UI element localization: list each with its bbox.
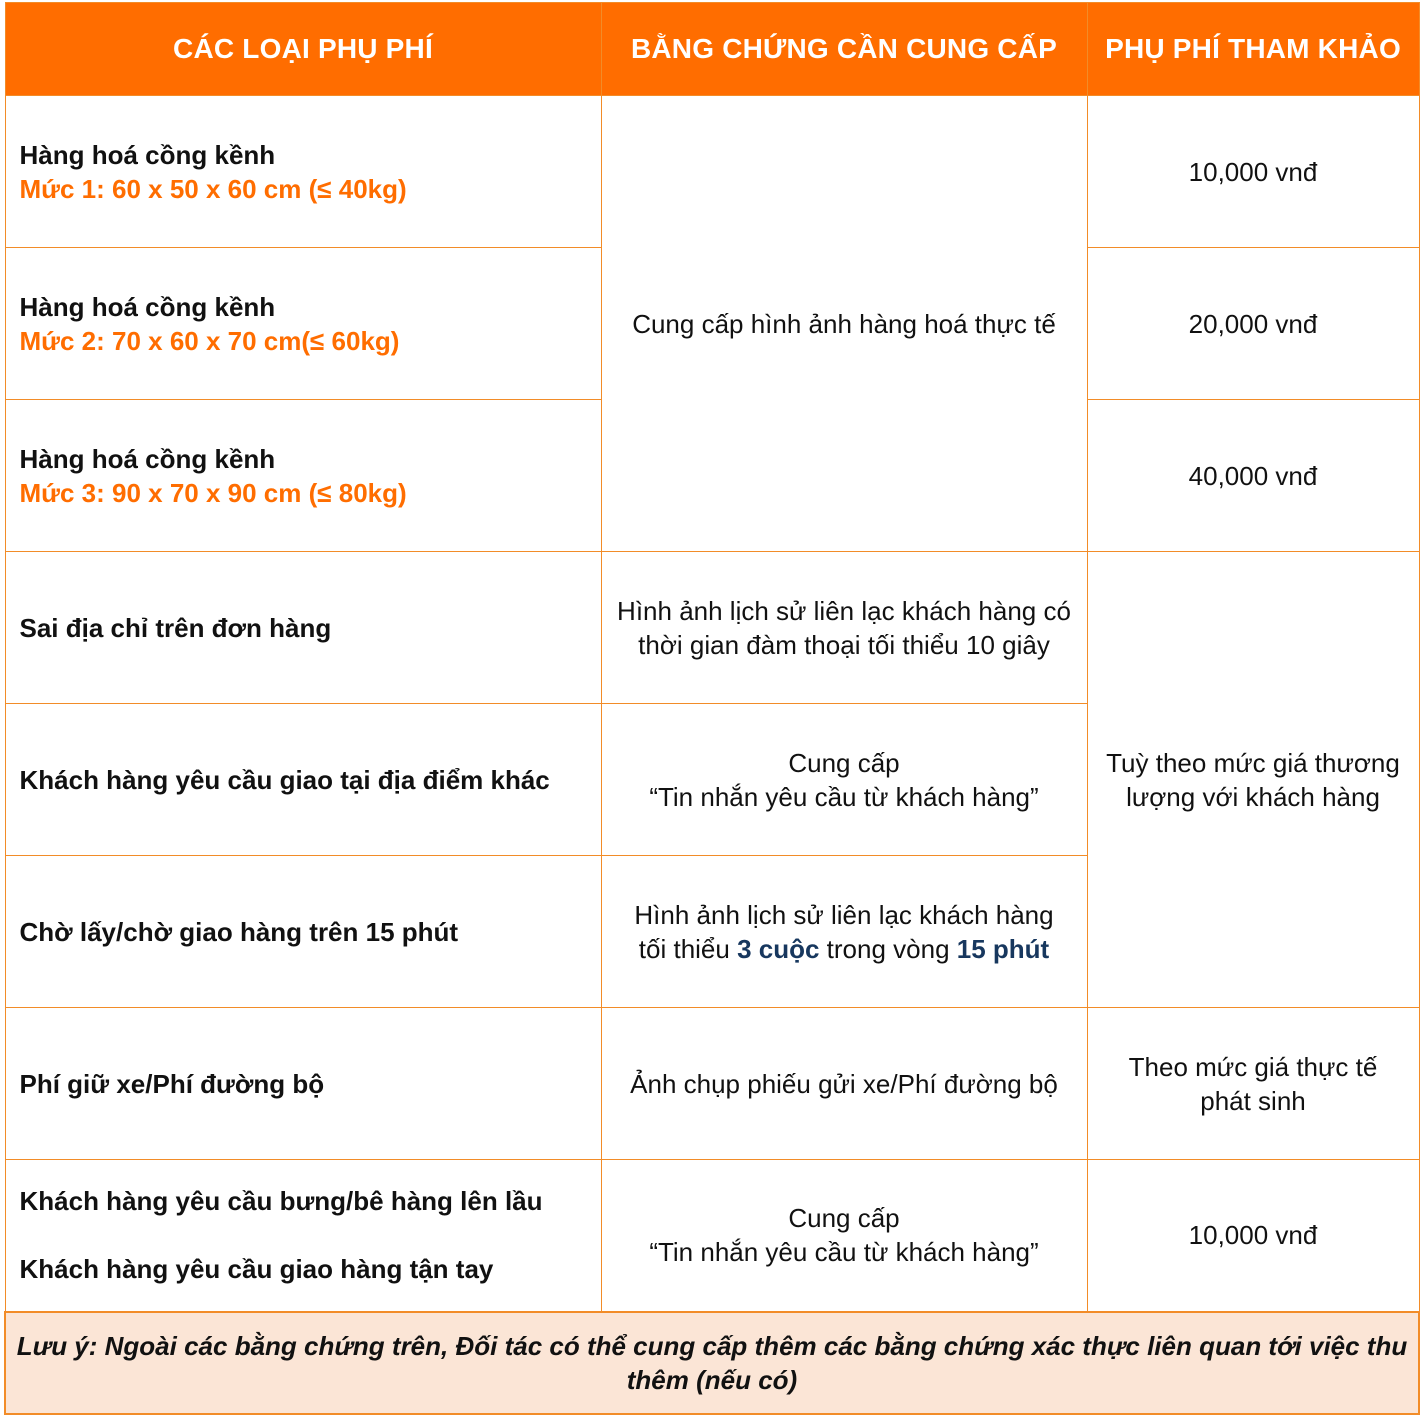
fee-text: Theo mức giá thực tế phát sinh	[1128, 1051, 1378, 1116]
evidence-line: Cung cấp	[788, 747, 900, 778]
surcharge-type-cell: Phí giữ xe/Phí đường bộ	[5, 1008, 601, 1160]
header-evidence: BẰNG CHỨNG CẦN CUNG CẤP	[601, 3, 1087, 96]
bulky-title: Hàng hoá cồng kềnh	[19, 139, 276, 170]
surcharge-type-cell: Sai địa chỉ trên đơn hàng	[5, 552, 601, 704]
table-row-wrong-address	[5, 552, 1419, 704]
surcharge-type-cell	[5, 1160, 601, 1312]
evidence-line: “Tin nhắn yêu cầu từ khách hàng”	[649, 1237, 1039, 1268]
evidence-line-2	[610, 932, 1079, 966]
negotiated-fee-cell: Tuỳ theo mức giá thương lượng với khách hàng	[1087, 552, 1419, 1008]
bulky-level-text: Mức 3: 90 x 70 x 90 cm (≤ 80kg)	[19, 477, 407, 508]
bulky-evidence-cell: Cung cấp hình ảnh hàng hoá thực tế	[601, 96, 1087, 552]
fee-cell: 10,000 vnđ	[1087, 96, 1419, 248]
table-row-upstairs	[5, 1160, 1419, 1312]
table-row-bulky-level-1	[5, 96, 1419, 248]
evidence-cell: Ảnh chụp phiếu gửi xe/Phí đường bộ	[601, 1008, 1087, 1160]
bulky-title: Hàng hoá cồng kềnh	[19, 443, 276, 474]
bulky-level-text: Mức 2: 70 x 60 x 70 cm(≤ 60kg)	[19, 325, 400, 356]
evidence-line: Cung cấp	[788, 1203, 900, 1234]
evidence-cell	[601, 856, 1087, 1008]
evidence-text: tối thiểu	[638, 933, 738, 964]
surcharge-table-container	[4, 2, 1422, 1414]
evidence-line: “Tin nhắn yêu cầu từ khách hàng”	[649, 781, 1039, 812]
fee-cell	[1087, 1008, 1419, 1160]
highlight-calls: 3 cuộc	[737, 933, 820, 964]
surcharge-type-cell: Chờ lấy/chờ giao hàng trên 15 phút	[5, 856, 601, 1008]
evidence-text: Hình ảnh lịch sử liên lạc khách hàng có thời gian đàm thoại tối thiểu 10 giây	[617, 595, 1071, 660]
surcharge-label-2: Khách hàng yêu cầu giao hàng tận tay	[19, 1254, 494, 1285]
evidence-text: trong vòng	[819, 933, 957, 964]
header-row	[5, 3, 1419, 96]
surcharge-type-cell	[5, 96, 601, 248]
evidence-cell	[601, 704, 1087, 856]
table-row-parking	[5, 1008, 1419, 1160]
surcharge-label-1: Khách hàng yêu cầu bưng/bê hàng lên lầu	[19, 1186, 543, 1217]
fee-cell: 10,000 vnđ	[1087, 1160, 1419, 1312]
surcharge-type-cell: Khách hàng yêu cầu giao tại địa điểm khác	[5, 704, 601, 856]
surcharge-table	[4, 2, 1420, 1415]
header-surcharge-type: CÁC LOẠI PHỤ PHÍ	[5, 3, 601, 96]
bulky-title: Hàng hoá cồng kềnh	[19, 291, 276, 322]
evidence-cell	[601, 552, 1087, 704]
fee-cell: 40,000 vnđ	[1087, 400, 1419, 552]
fee-cell: 20,000 vnđ	[1087, 248, 1419, 400]
header-reference-fee: PHỤ PHÍ THAM KHẢO	[1087, 3, 1419, 96]
highlight-minutes: 15 phút	[956, 933, 1050, 964]
note-text: Lưu ý: Ngoài các bằng chứng trên, Đối tác có thể cung cấp thêm các bằng chứng xác thực liên quan tới việc thu thêm (nếu có)	[5, 1312, 1419, 1414]
note-row	[5, 1312, 1419, 1414]
spacer	[20, 1218, 601, 1252]
evidence-line: Hình ảnh lịch sử liên lạc khách hàng	[634, 899, 1054, 930]
bulky-level-text: Mức 1: 60 x 50 x 60 cm (≤ 40kg)	[19, 173, 407, 204]
surcharge-type-cell	[5, 400, 601, 552]
surcharge-type-cell	[5, 248, 601, 400]
evidence-cell	[601, 1160, 1087, 1312]
